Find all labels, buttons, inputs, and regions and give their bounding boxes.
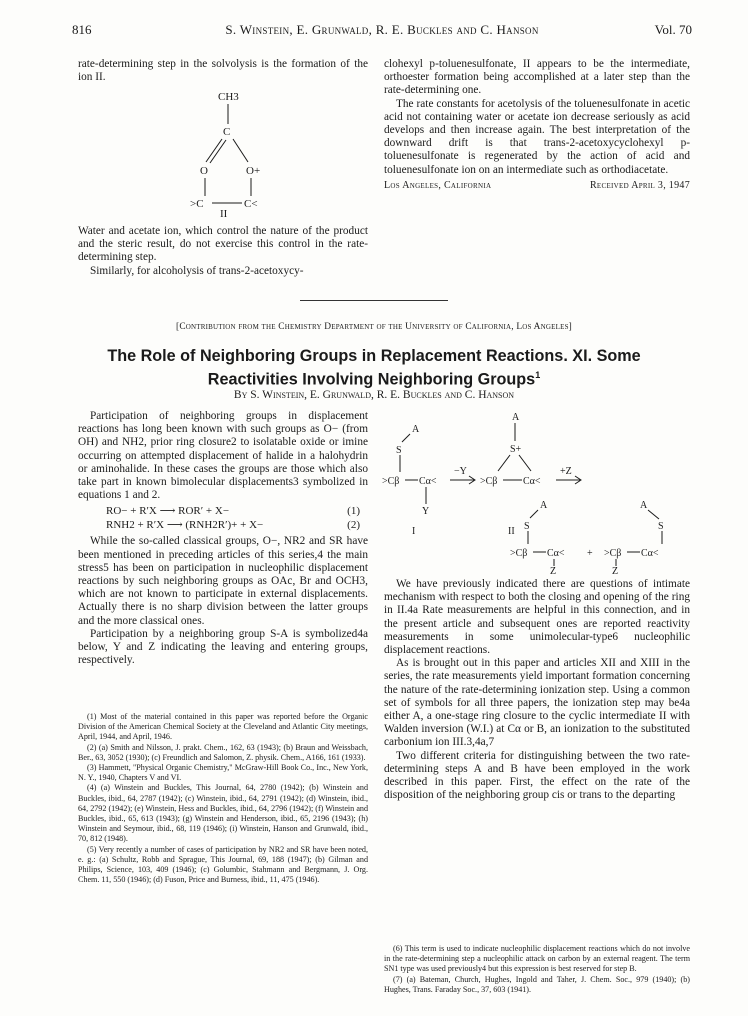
scheme-cb-label-ii: >Cβ (480, 476, 498, 487)
product2-s-label: S (658, 521, 664, 532)
bond-line (648, 510, 659, 519)
carbon-label: C (223, 126, 231, 138)
left-paragraph-2: While the so-called classical groups, O−, NR2 and SR have been mentioned in preceding articles of this series,4 the main stress5 has been on participation in nucleophilic displacement reactions by such neighboring groups as OAc, Br and OCH3, which are not known to participate in external displacements. Actually there is no sharp division between the latter groups and the more classical ones. (78, 535, 368, 627)
footnote-7: (7) (a) Bateman, Church, Hughes, Ingold and Taher, J. Chem. Soc., 979 (1940); (b) Hughes, Trans. Faraday Soc., 37, 603 (1941). (384, 974, 690, 994)
scheme-cb-label: >Cβ (382, 476, 400, 487)
footnote-3: (3) Hammett, "Physical Organic Chemistry," McGraw-Hill Book Co., Inc., New York, N. Y., 1940, Chapters V and VI. (78, 763, 368, 783)
footnote-1: (1) Most of the material contained in this paper was reported before the Organic Division of the American Chemical Society at the Cleveland and Atlantic City meetings, April, 1944, and April, 1946. (78, 712, 368, 742)
carbon-left-label: >C (190, 198, 204, 210)
bond-line (498, 455, 510, 471)
ion-ii-structure (160, 86, 310, 222)
product1-z-label: Z (550, 566, 557, 574)
article-left-col (78, 410, 368, 667)
contribution-line: [Contribution from the Chemistry Department of the University of California, Los Angeles] (176, 322, 572, 332)
equation-1-number: (1) (347, 505, 360, 518)
article-title (62, 347, 686, 388)
reaction-scheme (382, 408, 692, 574)
right-paragraph-3: Two different criteria for distinguishing between the two rate-determining steps A and B have been employed in the work described in this paper. First, the effect on the rate of the disposition of the neighboring group cis or trans to the departing (384, 749, 690, 802)
ch3-label: CH3 (218, 91, 239, 103)
prev-right-p1: clohexyl p-toluenesulfonate, II appears to be the intermediate, orthoester formation being accomplished at a later step than the rate-determining one. (384, 58, 690, 97)
footnote-4: (4) (a) Winstein and Buckles, This Journal, 64, 2780 (1942); (b) Winstein and Buckles, ibid., 64, 2787 (1942); (c) Winstein, ibid., 64, 2791 (1942); (d) Winstein, ibid., 64, 2792 (1942); (e) Winstein, Hess and Buckles, ibid., 64, 2796 (1942); (f) Winstein and Buckles, ibid., 65, 613 (1943); (g) Winstein and Henderson, ibid., 65, 2196 (1943); (h) Winstein and Seymour, ibid., 68, 119 (1946); (i) Winstein, Hanson and Grunwald, ibid., 70, 812 (1948). (78, 783, 368, 844)
article-right-col (384, 578, 690, 802)
received-date: Received April 3, 1947 (589, 179, 690, 191)
right-paragraph-2: As is brought out in this paper and articles XII and XIII in the series, the rate measurements yield important formation concerning the nature of the rate-determining ionization step. Using a common set of symbols for all three papers, the ionization step may be4a either A, a one-stage ring closure to the cyclic intermediate II with Walden inversion (W.I.) at Cα or B, an ionization to the substituted carbonium ion III.3,4a,7 (384, 657, 690, 749)
place-label: Los Angeles, California (384, 179, 492, 191)
left-paragraph-1: Participation of neighboring groups in displacement reactions has long been known with such groups as O− (from OH) and NH2, prior ring closure2 to isolatable oxide or imine occurring on attempted displacement of halide in a halohydrin or aminohalide. In these cases the groups are those which also take part in known bimolecular displacements3 symbolized in equations 1 and 2. (78, 410, 368, 502)
bond-line (206, 139, 222, 162)
footnote-5: (5) Very recently a number of cases of participation by NR2 and SR have been noted, e. g.: (a) Schultz, Robb and Sprague, This Journal, 69, 188 (1947); (b) Gilman and Philips, Science, 103, 409 (1946); (c) Golumbic, Stahmann and Bergmann, J. Org. Chem. 11, 550 (1946); (d) Fuson, Price and Burness, ibid., 11, 475 (1946). (78, 844, 368, 885)
scheme-i-label: I (412, 526, 416, 537)
place-received-line (384, 179, 690, 192)
footnotes-right (384, 944, 690, 995)
volume-label: Vol. 70 (654, 22, 692, 37)
running-head: S. Winstein, E. Grunwald, R. E. Buckles and C. Hanson (225, 22, 539, 37)
product2-cb-label: >Cβ (604, 548, 622, 559)
byline: By S. Winstein, E. Grunwald, R. E. Buckles and C. Hanson (233, 389, 515, 401)
prev-left-bottom (78, 225, 368, 278)
equation-1-text: RO− + R′X ⟶ ROR′ + X− (106, 505, 230, 518)
scheme-ca-label: Cα< (419, 476, 437, 487)
product1-s-label: S (524, 521, 530, 532)
scheme-a-label: A (412, 424, 420, 435)
oxygen-left-label: O (200, 165, 208, 177)
product1-cb-label: >Cβ (510, 548, 528, 559)
scheme-s-label: S (396, 445, 402, 456)
prev-left-top (78, 58, 368, 84)
scheme-y-label: Y (422, 506, 430, 517)
running-header (72, 22, 692, 40)
product1-a-label: A (540, 500, 548, 511)
arrow-minus-y-label: −Y (454, 466, 467, 477)
footnote-6: (6) This term is used to indicate nucleophilic displacement reactions which do not involve in the rate-determining step a nucleophilic attack on carbon by an external reagent. The term SN1 type was used previously4 but this expression is best reserved for step B. (384, 944, 690, 974)
page-number: 816 (72, 22, 92, 37)
equation-1 (78, 505, 368, 519)
footnotes-left (78, 712, 368, 885)
title-line-2 (62, 366, 686, 389)
prev-right-col (384, 58, 690, 192)
prev-left-bottom-p2: Similarly, for alcoholysis of trans-2-acetoxycy- (90, 264, 304, 277)
product2-a-label: A (640, 500, 648, 511)
title-line-2-text: Reactivities Involving Neighboring Groups (207, 369, 536, 388)
equation-2 (78, 519, 368, 533)
section-divider (300, 300, 448, 301)
arrow-plus-z-label: +Z (560, 466, 572, 477)
left-paragraph-3: Participation by a neighboring group S-A is symbolized4a below, Y and Z indicating the leaving and entering groups, respectively. (78, 627, 368, 667)
title-footnote-mark: 1 (535, 369, 541, 380)
scheme-a-label-ii: A (512, 412, 520, 423)
footnote-2: (2) (a) Smith and Nilsson, J. prakt. Chem., 162, 63 (1943); (b) Braun and Weissbach, Ber., 63, 3052 (1930); (c) Freundlich and Salomon, Z. physik. Chem., A166, 161 (1933). (78, 742, 368, 762)
equation-2-text: RNH2 + R′X ⟶ (RNH2R′)+ + X− (106, 518, 264, 531)
scheme-ca-label-ii: Cα< (523, 476, 541, 487)
prev-left-bottom-p1: Water and acetate ion, which control the nature of the product and the steric result, do not exercise this control in the rate-determining step. (78, 225, 368, 264)
product1-ca-label: Cα< (547, 548, 565, 559)
product2-z-label: Z (612, 566, 619, 574)
prev-left-top-text: rate-determining step in the solvolysis is the formation of the ion II. (78, 58, 368, 84)
bond-line (519, 455, 531, 471)
product2-ca-label: Cα< (641, 548, 659, 559)
structure-label-ii: II (220, 208, 228, 220)
bond-line (530, 510, 538, 518)
oxygen-right-label: O+ (246, 165, 261, 177)
bond-line (402, 434, 410, 442)
scheme-ii-label: II (508, 526, 515, 537)
prev-right-p2: The rate constants for acetolysis of the toluenesulfonate in acetic acid not containing water or acetate ion decrease seriously as acid develops and then increase again. The best interpretation of the downward drift is that trans-2-acetoxycyclohexyl p-toluenesulfonate is regenerated by the action of acid and toluenesulfonate ion on an intermediate such as orthodiacetate. (384, 97, 690, 176)
bond-line (233, 139, 248, 162)
right-paragraph-1: We have previously indicated there are questions of intimate mechanism with respect to both the closing and opening of the ring in II.4a Rate measurements are helpful in this connection, and in the present article and subsequent ones are reported reactivity measurements in some unimolecular-type6 nucleophilic displacement reactions. (384, 578, 690, 657)
equation-2-number: (2) (347, 518, 360, 531)
scheme-plus-sign: + (587, 548, 593, 559)
title-line-1: The Role of Neighboring Groups in Replacement Reactions. XI. Some (107, 347, 641, 365)
bond-line (210, 140, 226, 163)
scheme-sp-label: S+ (510, 444, 522, 455)
carbon-right-label: C< (244, 198, 258, 210)
